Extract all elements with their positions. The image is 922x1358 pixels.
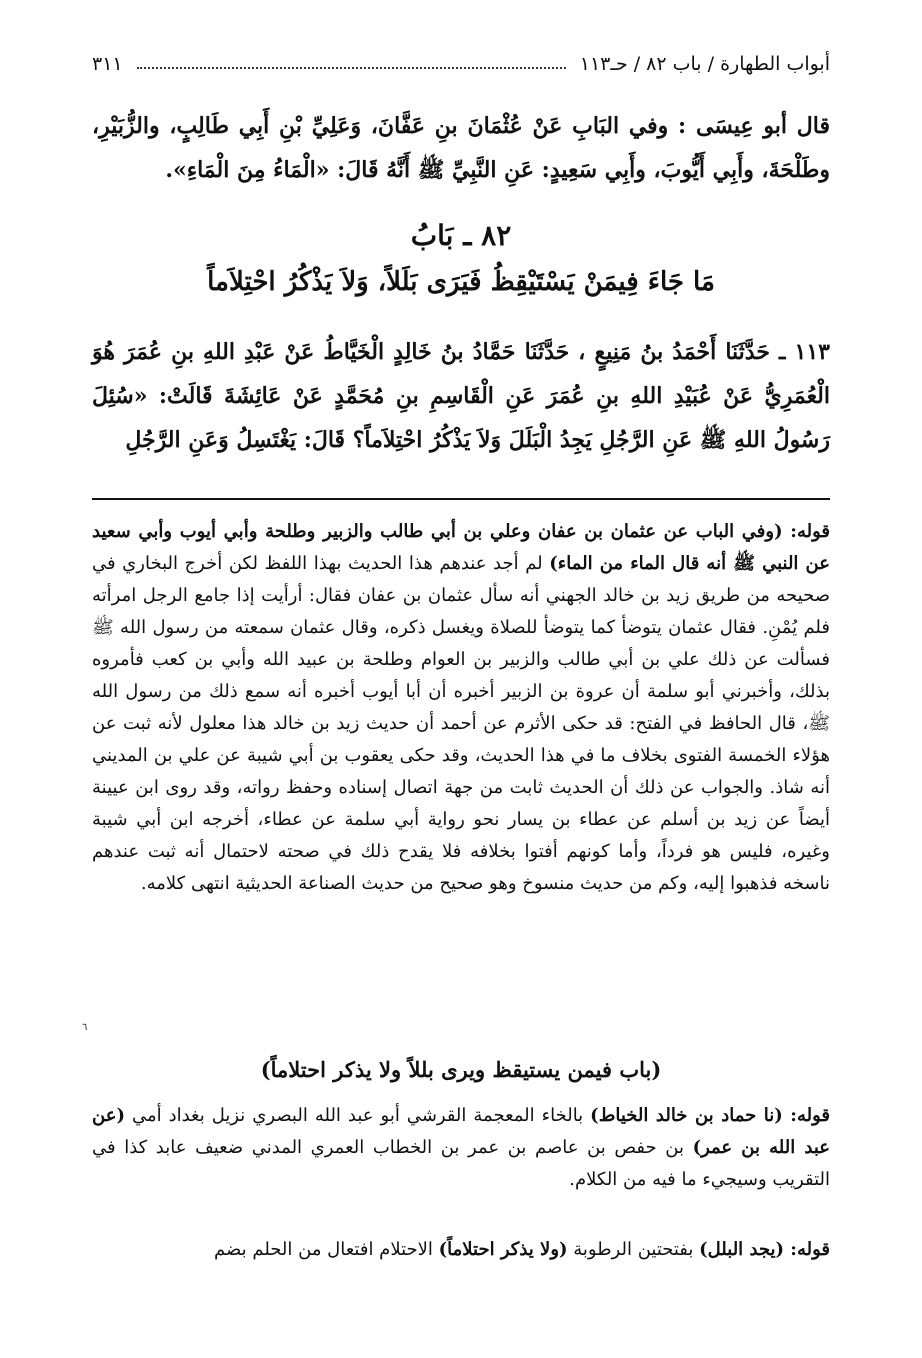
page-number: ٣١١ [92, 53, 123, 75]
chapter-title: مَا جَاءَ فِيمَنْ يَسْتَيْقِظُ فَيَرَى بَلَلاً، وَلاَ يَذْكُرُ احْتِلاَماً [207, 267, 715, 297]
intro-paragraph [92, 104, 830, 192]
commentary-body: لم أجد عندهم هذا الحديث بهذا اللفظ لكن أخرج البخاري في صحيحه من طريق زيد بن خالد الجهني أنه سأل عثمان بن عفان فقال: أرأيت إذا جامع الرجل امرأته فلم يُمْنِ. فقال عثمان يتوضأ كما يتوضأ للصلاة ويغسل ذكره، وقال عثمان سمعته من رسول الله ﷺ فسألت عن ذلك علي بن أبي طالب والزبير بن العوام وطلحة بن عبيد الله وأبي بن كعب فأمروه بذلك، وأخبرني أبو سلمة أن عروة بن الزبير أخبره أن أبا أيوب أخبره أنه سمع ذلك من رسول الله ﷺ، قال الحافظ في الفتح: قد حكى الأثرم عن أحمد أن حديث زيد بن خالد هذا معلول لأنه ثبت عن هؤلاء الخمسة الفتوى بخلاف ما في هذا الحديث، وقد حكى يعقوب بن أبي شيبة عن علي بن المديني أنه شاذ. والجواب عن ذلك أن الحديث ثابت من جهة اتصال إسناده وحفظ رواته، وقد روى ابن عيينة أيضاً عن زيد بن أسلم عن عطاء بن يسار نحو رواية أبي سلمة عن عطاء، أخرجه ابن أبي شيبة وغيره، فليس هو فرداً، وأما كونهم أفتوا بخلافه فلا يقدح ذلك في صحته لاحتمال أنه ثبت عندهم ناسخه فذهبوا إليه، وكم من حديث منسوخ وهو صحيح من حديث الصناعة الحديثية انتهى كلامه. [92, 553, 830, 894]
commentary3-lead-1: قوله: (يجد البلل) [699, 1239, 830, 1260]
commentary-lead: قوله: (وفي الباب عن عثمان بن عفان وعلي بن أبي طالب والزبير وطلحة وأبي أيوب وأبي سعيد عن النبي ﷺ أنه قال الماء من الماء) [92, 521, 830, 574]
commentary-paragraph-3 [92, 1234, 830, 1266]
commentary-subheading: (باب فيمن يستيقظ ويرى بللاً ولا يذكر احتلاماً) [260, 1057, 662, 1082]
commentary-paragraph [92, 516, 830, 900]
running-title: أبواب الطهارة / باب ٨٢ / حـ١١٣ [579, 53, 830, 75]
commentary2-lead-1: قوله: (نا حماد بن خالد الخياط) [590, 1105, 830, 1126]
commentary3-text-2: الاحتلام افتعال من الحلم بضم [214, 1239, 439, 1260]
commentary2-lead-2: (عن عبد الله بن عمر) [92, 1105, 831, 1158]
commentary2-text-1: بالخاء المعجمة القرشي أبو عبد الله البصري نزيل بغداد أمي [124, 1105, 591, 1126]
hadith-text: ١١٣ ـ حَدَّثَنَا أَحْمَدُ بنُ مَنِيعٍ ، حَدَّثَنَا حَمَّادُ بنُ خَالِدٍ الْخَيَّاطُ عَنْ عَبْدِ اللهِ بنِ عُمَرَ هُوَ الْعُمَرِيُّ عَنْ عُبَيْدِ اللهِ بنِ عُمَرَ عَنِ الْقَاسِمِ بنِ مُحَمَّدٍ عَنْ عَائِشَةَ قَالَتْ: «سُئِلَ رَسُولُ اللهِ ﷺ عَنِ الرَّجُلِ يَجِدُ الْبَلَلَ وَلاَ يَذْكُرُ احْتِلاَماً؟ قَالَ: يَغْتَسِلُ وَعَنِ الرَّجُلِ [92, 339, 830, 453]
footnote-divider [92, 498, 830, 500]
commentary2-text-2: بن حفص بن عاصم بن عمر بن الخطاب العمري المدني ضعيف عابد كذا في التقريب وسيجيء ما فيه من الكلام. [92, 1137, 830, 1190]
margin-mark: ٦ [82, 1022, 88, 1033]
page-header [92, 44, 830, 84]
commentary3-text-1: بفتحتين الرطوبة [567, 1239, 700, 1260]
commentary3-lead-2: (ولا يذكر احتلاماً) [438, 1239, 568, 1260]
hadith-paragraph [92, 330, 830, 462]
header-dot-leader [137, 67, 566, 69]
chapter-number: ٨٢ ـ بَابُ [410, 219, 512, 252]
commentary-paragraph-2 [92, 1100, 830, 1196]
intro-text: قال أبو عِيسَى : وفي البَابِ عَنْ عُثْمَانَ بنِ عَفَّانَ، وَعَلِيِّ بْنِ أَبِي طَالِبٍ، والزُّبَيْرِ، وطَلْحَةَ، وأَبِي أَيُّوبَ، وأَبِي سَعِيدٍ: عَنِ النَّبِيِّ ﷺ أَنَّهُ قَالَ: «الْمَاءُ مِنَ الْمَاءِ». [92, 113, 830, 183]
